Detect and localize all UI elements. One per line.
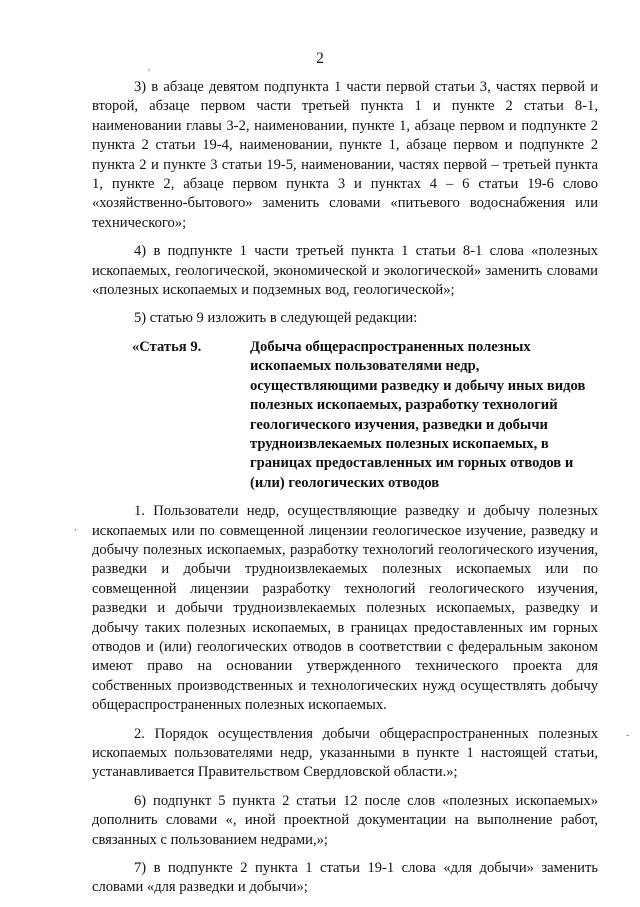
article-paragraph-2: 2. Порядок осуществления добычи общераспространенных полезных ископаемых пользователями недр, указанными в пункте 1 настоящей статьи, устанавливается Правительством Свердловской области.»; — [92, 725, 598, 781]
document-body — [92, 78, 598, 907]
paragraph-item-5: 5) статью 9 изложить в следующей редакции: — [134, 310, 418, 327]
article-number: «Статья 9. — [132, 338, 202, 355]
scan-speck: , — [148, 62, 151, 73]
scan-speck: , — [74, 522, 77, 533]
article-paragraph-1: 1. Пользователи недр, осуществляющие разведку и добычу полезных ископаемых или по совмещенной лицензии геологическое изучение, разведку и добычу полезных ископаемых, разработку технологий геологического изучения, разведки и добычи трудноизвлекаемых полезных ископаемых или по совмещенной лицензии разработку технологий геологического изучения, разведки и добычи трудноизвлекаемых полезных ископаемых, разведку и добычу таких полезных ископаемых, в границах предоставленных им горных отводов и (или) геологических отводов в соответствии с федеральным законом имеют право на основании утвержденного технического проекта для собственных производственных и технологических нужд осуществлять добычу общераспространенных полезных ископаемых. — [92, 503, 598, 714]
scan-speck: - — [626, 730, 630, 741]
paragraph-item-7: 7) в подпункте 2 пункта 1 статьи 19-1 слова «для добычи» заменить словами «для разведки и добычи»; — [92, 860, 598, 896]
article-heading — [92, 338, 598, 493]
paragraph-item-3: 3) в абзаце девятом подпункта 1 части первой статьи 3, частях первой и второй, абзаце первом части третьей пункта 1 и пункте 2 статьи 8-1, наименовании главы 3-2, наименовании, пункте 1, абзаце первом и подпункте 2 пункта 2 статьи 19-4, наименовании, пункте 1, абзаце первом и подпункте 2 пункта 2 и пункте 3 статьи 19-5, наименовании, частях первой – третьей пункта 1, пункте 2, абзаце первом пункта 3 и пунктах 4 – 6 статьи 19-6 слово «хозяйственно-бытового» заменить словами «питьевого водоснабжения или технического»; — [92, 79, 598, 231]
article-title: Добыча общераспространенных полезных ископаемых пользователями недр, осуществляющими разведку и добычу иных видов полезных ископаемых, разработку технологий геологического изучения, разведки и добычи трудноизвлекаемых полезных ископаемых, в границах предоставленных им горных отводов и (или) геологических отводов — [250, 338, 586, 491]
paragraph-item-6: 6) подпункт 5 пункта 2 статьи 12 после слов «полезных ископаемых» дополнить словами «, иной проектной документации на выполнение работ, связанных с пользованием недрами,»; — [92, 792, 598, 848]
paragraph-item-4: 4) в подпункте 1 части третьей пункта 1 статьи 8-1 слова «полезных ископаемых, геологической, экономической и экологической» заменить словами «полезных ископаемых и подземных вод, геологической»; — [92, 243, 598, 299]
page-number: 2 — [316, 50, 324, 67]
